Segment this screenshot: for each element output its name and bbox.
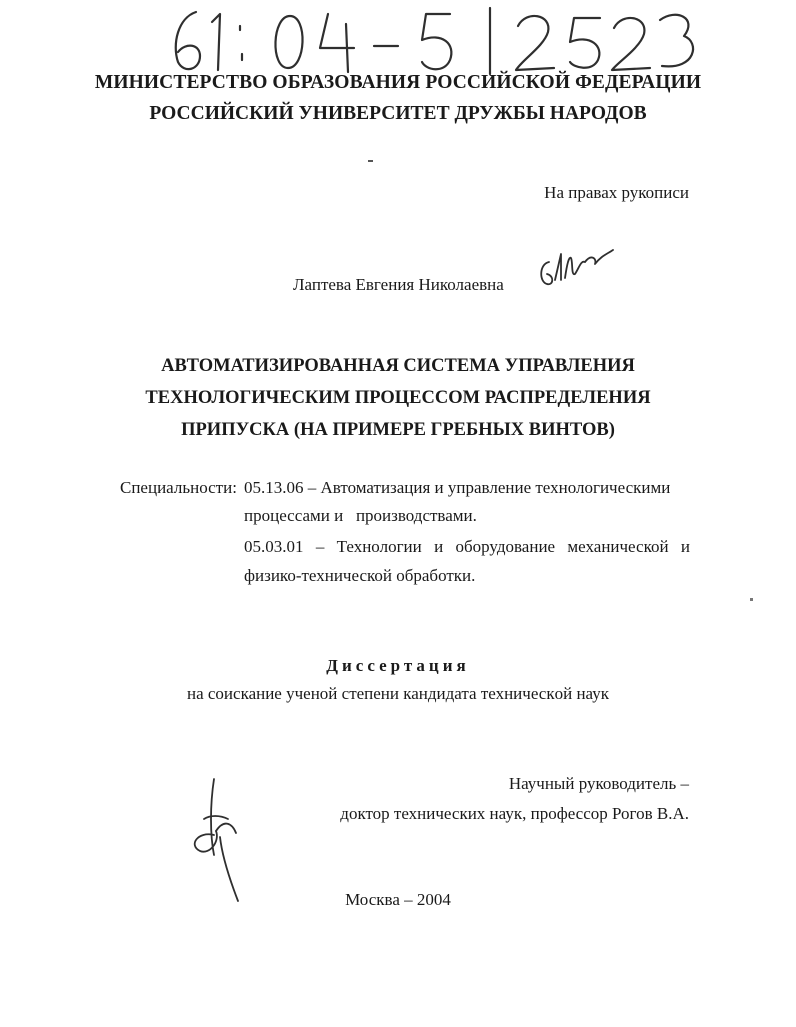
ministry-heading: МИНИСТЕРСТВО ОБРАЗОВАНИЯ РОССИЙСКОЙ ФЕДЕРАЦИИ [94,72,702,93]
author-signature-icon [535,240,615,298]
thesis-title-line-2: ТЕХНОЛОГИЧЕСКИМ ПРОЦЕССОМ РАСПРЕДЕЛЕНИЯ [145,388,651,408]
advisor-signature-icon [180,775,245,905]
degree-statement: на соискание ученой степени кандидата техническoй наук [186,684,609,703]
handwritten-archive-number [160,4,700,76]
specialty-1-line-1: 05.13.06 – Автоматизация и управление технологическими [244,478,671,497]
specialty-1-line-2: процессами и производствами. [244,506,477,525]
margin-mark [750,598,753,601]
thesis-title-line-3: ПРИПУСКА (НА ПРИМЕРЕ ГРЕБНЫХ ВИНТОВ) [181,420,615,440]
specialties-label: Специальности: [120,478,237,497]
thesis-title [0,350,796,446]
scan-speck [368,160,373,162]
city-year: Москва – 2004 [345,890,451,909]
thesis-title-line-1: АВТОМАТИЗИРОВАННАЯ СИСТЕМА УПРАВЛЕНИЯ [161,356,635,376]
specialty-2-line-2: физико-технической обработки. [244,566,476,585]
advisor-name: доктор технических наук, профессор Рогов В.А. [340,804,689,823]
manuscript-note: На правах рукописи [544,183,689,202]
university-heading: РОССИЙСКИЙ УНИВЕРСИТЕТ ДРУЖБЫ НАРОДОВ [149,103,647,124]
document-type: Диссертация [326,656,470,675]
advisor-role: Научный руководитель – [508,774,689,793]
specialty-2-line-1: 05.03.01 – Технологии и оборудование механической и [244,537,690,556]
author-name: Лаптева Евгения Николаевна [293,275,504,294]
